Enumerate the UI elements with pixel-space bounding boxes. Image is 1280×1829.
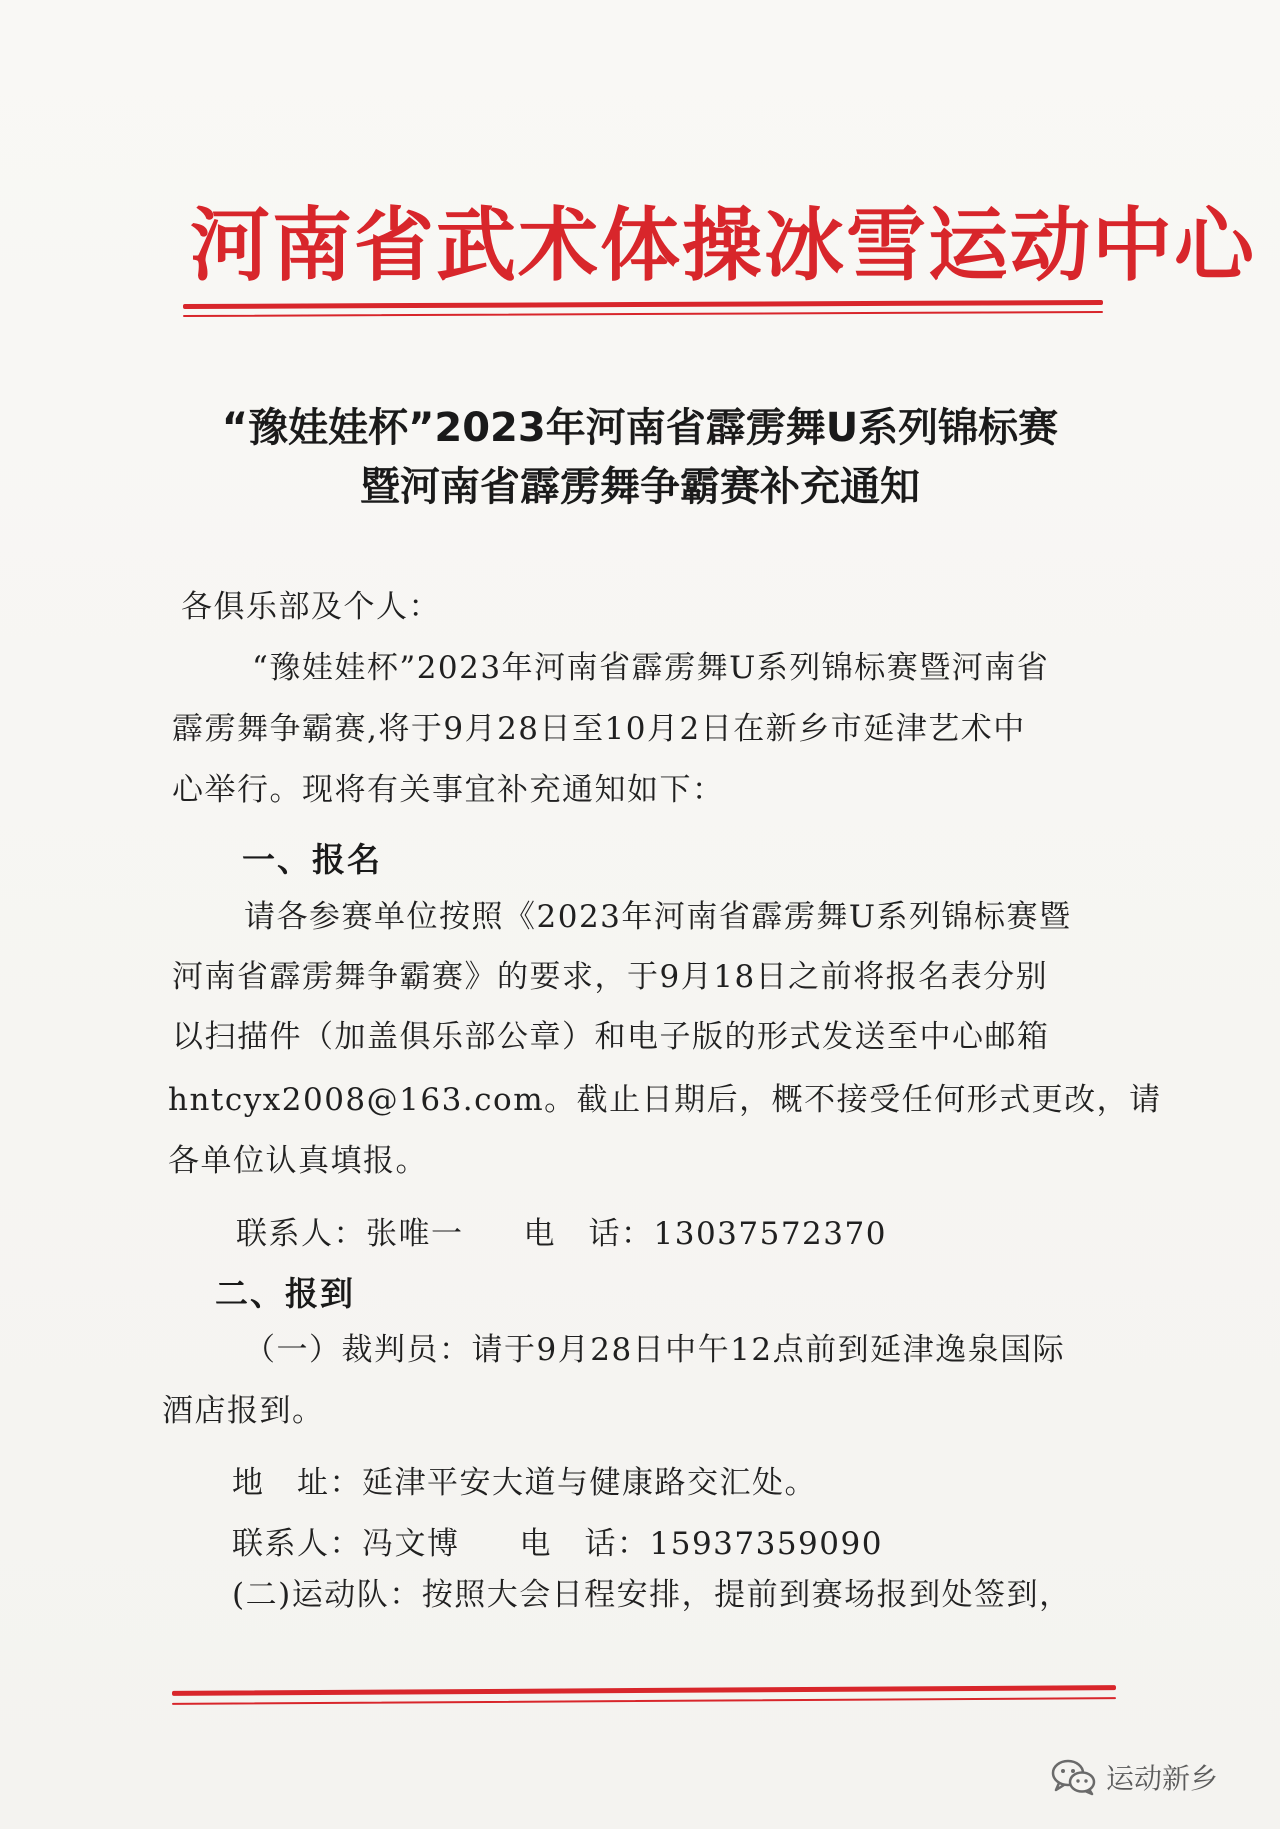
salutation: 各俱乐部及个人： <box>181 589 441 625</box>
contact-name: 冯文博 <box>362 1526 460 1562</box>
intro-line-2: 霹雳舞争霸赛,将于9月28日至10月2日在新乡市延津艺术中 <box>172 711 1026 747</box>
document-title-line-2: 暨河南省霹雳舞争霸赛补充通知 <box>360 464 920 510</box>
footer-rule-thick <box>172 1685 1116 1696</box>
phone-number: 15937359090 <box>649 1526 883 1562</box>
phone-number: 13037572370 <box>653 1216 887 1252</box>
letterhead-rule-thin <box>183 311 1103 317</box>
contact-label: 联系人： <box>232 1526 362 1562</box>
letterhead-org-name: 河南省武术体操冰雪运动中心 <box>190 198 1256 292</box>
watermark <box>1050 1757 1218 1797</box>
referee-line-2: 酒店报到。 <box>162 1393 325 1429</box>
phone-label: 电 话： <box>523 1216 654 1252</box>
section-1-line-3: 以扫描件（加盖俱乐部公章）和电子版的形式发送至中心邮箱 <box>172 1019 1050 1055</box>
section-1-line-2: 河南省霹雳舞争霸赛》的要求，于9月18日之前将报名表分别 <box>172 959 1049 995</box>
intro-line-3: 心举行。现将有关事宜补充通知如下： <box>172 772 725 808</box>
hotel-address <box>232 1457 817 1502</box>
section-1-contact <box>236 1208 887 1253</box>
team-line: (二)运动队：按照大会日程安排，提前到赛场报到处签到， <box>232 1577 1072 1613</box>
address-label: 地 址： <box>232 1465 362 1501</box>
letterhead-rule-thick <box>183 300 1103 309</box>
referee-line-1: （一）裁判员：请于9月28日中午12点前到延津逸泉国际 <box>244 1332 1066 1368</box>
section-2-contact <box>232 1518 883 1563</box>
contact-name: 张唯一 <box>366 1216 464 1252</box>
address-value: 延津平安大道与健康路交汇处。 <box>362 1465 817 1501</box>
section-1-line-4-email: hntcyx2008@163.com。截止日期后，概不接受任何形式更改，请 <box>168 1082 1162 1118</box>
footer-rule-thin <box>172 1697 1116 1705</box>
phone-label: 电 话： <box>519 1526 650 1562</box>
contact-label: 联系人： <box>236 1216 366 1252</box>
intro-line-1: “豫娃娃杯”2023年河南省霹雳舞U系列锦标赛暨河南省 <box>252 650 1050 686</box>
section-1-line-5: 各单位认真填报。 <box>168 1143 428 1179</box>
section-1-heading: 一、报名 <box>242 840 382 879</box>
wechat-icon <box>1050 1758 1098 1796</box>
watermark-text: 运动新乡 <box>1106 1762 1219 1795</box>
section-1-line-1: 请各参赛单位按照《2023年河南省霹雳舞U系列锦标赛暨 <box>244 899 1072 935</box>
document-title-line-1: “豫娃娃杯”2023年河南省霹雳舞U系列锦标赛 <box>221 405 1059 451</box>
section-2-heading: 二、报到 <box>215 1274 355 1313</box>
